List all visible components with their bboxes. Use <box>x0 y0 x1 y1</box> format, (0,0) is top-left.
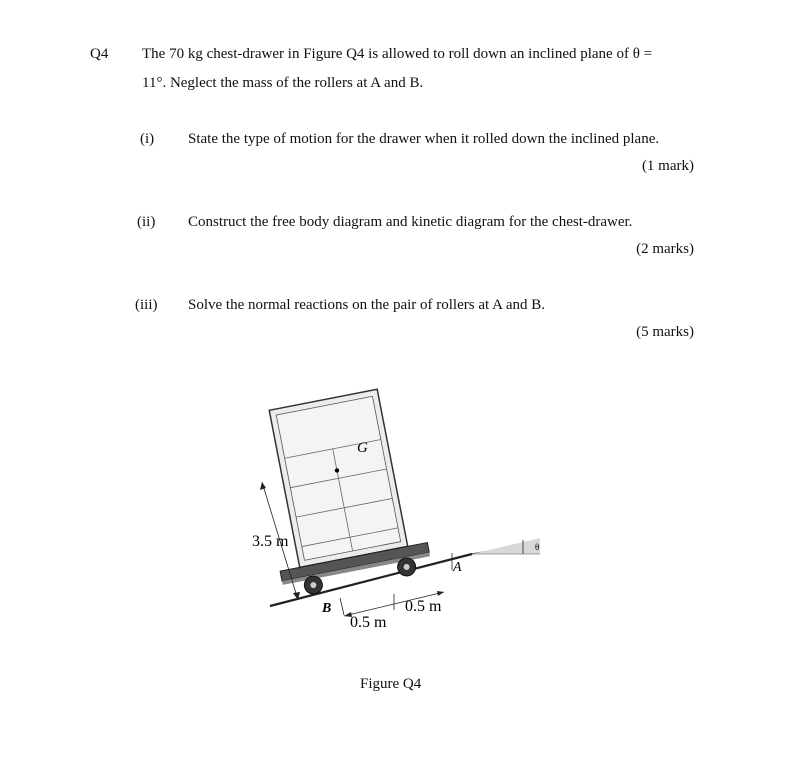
dim-left: 0.5 m <box>350 614 387 631</box>
part-iii-marks: (5 marks) <box>636 324 694 340</box>
figure-q4 <box>240 370 560 640</box>
part-i-text: State the type of motion for the drawer when it rolled down the inclined plane. <box>188 131 660 147</box>
part-iii-text: Solve the normal reactions on the pair of rollers at A and B. <box>188 297 545 313</box>
part-iii-number: (iii) <box>135 297 158 313</box>
label-B: B <box>322 601 332 616</box>
label-G: G <box>357 440 368 456</box>
part-ii-marks: (2 marks) <box>636 241 694 257</box>
figure-caption: Figure Q4 <box>360 676 422 692</box>
question-stem-line-1: The 70 kg chest-drawer in Figure Q4 is allowed to roll down an inclined plane of θ = <box>142 46 653 62</box>
theta-label: θ <box>535 542 540 552</box>
part-ii-number: (ii) <box>137 214 156 230</box>
dim-right: 0.5 m <box>405 598 442 615</box>
question-number: Q4 <box>90 46 109 62</box>
part-ii-text: Construct the free body diagram and kinetic diagram for the chest-drawer. <box>188 214 633 230</box>
dim-height: 3.5 m <box>252 533 289 550</box>
part-i-number: (i) <box>140 131 155 147</box>
part-i-marks: (1 mark) <box>641 158 694 174</box>
label-A: A <box>453 560 462 575</box>
chest-drawer <box>250 385 433 599</box>
question-stem-line-2: 11°. Neglect the mass of the rollers at A and B. <box>142 75 424 91</box>
